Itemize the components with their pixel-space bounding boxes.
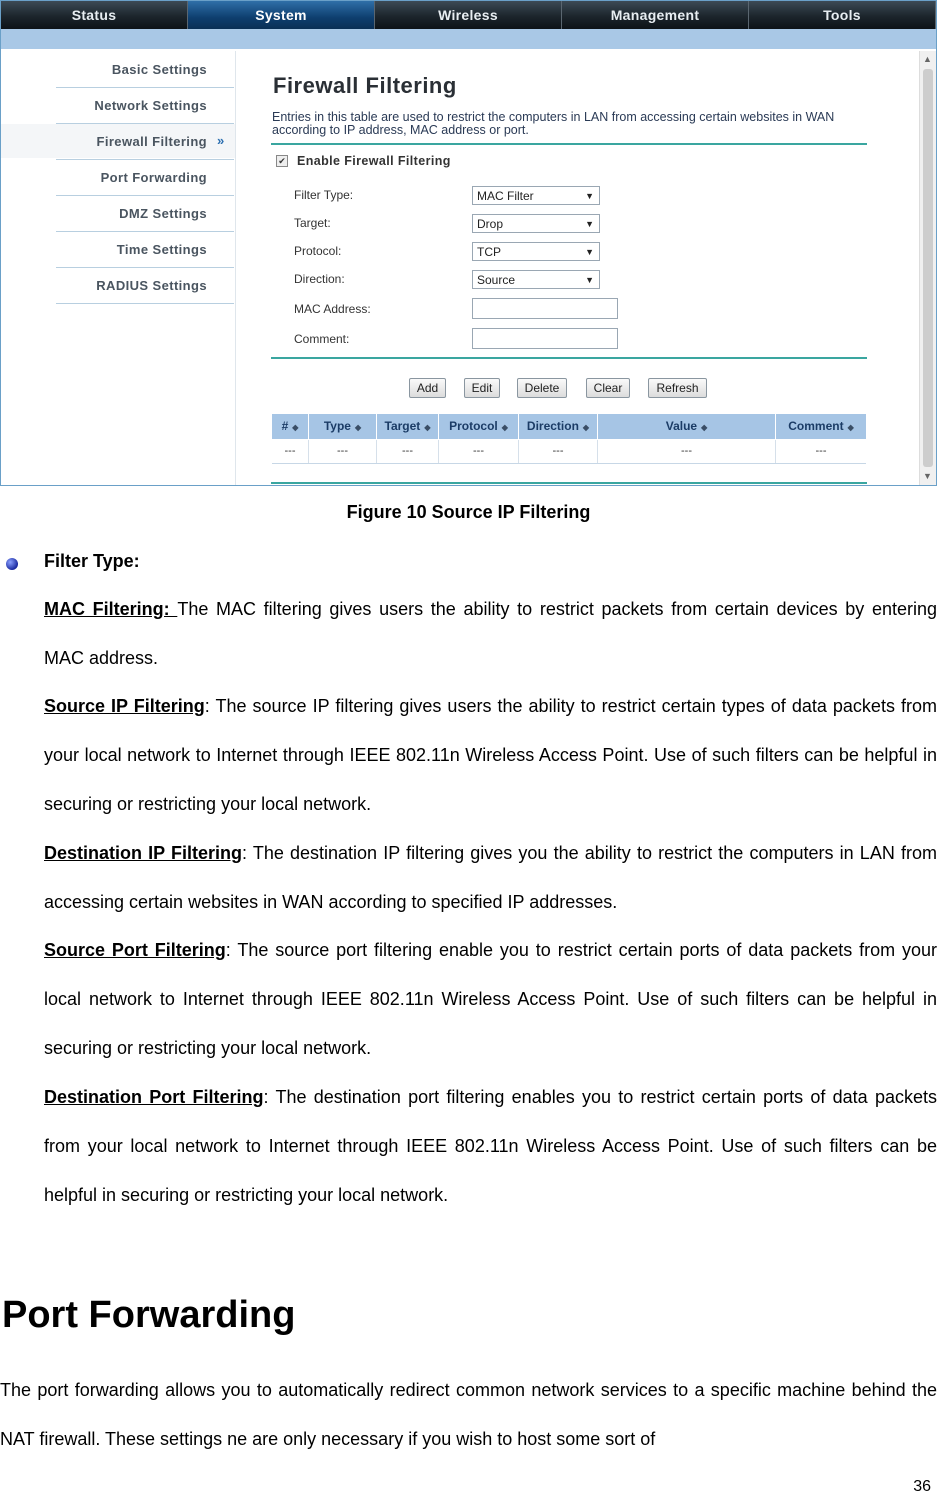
- sidebar-divider: [56, 159, 234, 160]
- direction-select[interactable]: [472, 270, 600, 289]
- active-arrow-icon: »: [217, 133, 225, 148]
- col-number[interactable]: # ◆: [272, 414, 309, 439]
- delete-button[interactable]: Delete: [517, 378, 567, 398]
- col-protocol[interactable]: Protocol ◆: [439, 414, 519, 439]
- sidebar-item-port-forwarding[interactable]: Port Forwarding: [100, 170, 207, 185]
- scroll-thumb[interactable]: [923, 69, 933, 467]
- divider: [271, 143, 867, 145]
- mac-address-label: MAC Address:: [294, 302, 371, 316]
- definition-source-ip-filtering: [44, 682, 937, 828]
- sidebar-item-firewall-filtering[interactable]: Firewall Filtering: [96, 134, 207, 149]
- definition-mac-filtering: [44, 585, 937, 683]
- filter-type-heading: Filter Type:: [44, 551, 140, 571]
- page-number: 36: [913, 1478, 931, 1495]
- tab-system[interactable]: System: [188, 1, 375, 29]
- table-cell: ---: [309, 440, 377, 463]
- target-select[interactable]: [472, 214, 600, 233]
- table-cell: ---: [598, 440, 776, 463]
- term: Source IP Filtering: [44, 696, 205, 716]
- dropdown-arrow-icon: ▼: [585, 275, 594, 285]
- mac-address-input[interactable]: [472, 298, 618, 319]
- sort-icon: ◆: [501, 423, 508, 432]
- term: Source Port Filtering: [44, 940, 226, 960]
- clear-button[interactable]: Clear: [586, 378, 630, 398]
- sidebar-item-basic-settings[interactable]: Basic Settings: [111, 62, 207, 77]
- sidebar-divider: [56, 303, 234, 304]
- definition-text: : The destination port filtering enables you to restrict certain ports of data packets from your local network to Internet through IEEE 802.11n Wireless Access Point. Use of such filters can be helpful in securing or restricting your local network.: [44, 1087, 937, 1205]
- dropdown-arrow-icon: ▼: [585, 219, 594, 229]
- protocol-label: Protocol:: [294, 244, 342, 258]
- sort-icon: ◆: [847, 423, 854, 432]
- tab-tools[interactable]: Tools: [749, 1, 936, 29]
- sidebar-divider: [56, 87, 234, 88]
- sort-icon: ◆: [424, 423, 431, 432]
- col-comment[interactable]: Comment ◆: [788, 419, 854, 433]
- sort-icon: ◆: [701, 423, 708, 432]
- col-value[interactable]: Value ◆: [598, 414, 776, 439]
- filter-type-value: MAC Filter: [477, 189, 534, 203]
- definition-text: : The destination IP filtering gives you the ability to restrict the computers in LAN from accessing certain websites in WAN according to specified IP addresses.: [44, 843, 937, 912]
- section-heading: Port Forwarding: [2, 1294, 296, 1336]
- filter-type-select[interactable]: [472, 186, 600, 205]
- dropdown-arrow-icon: ▼: [585, 191, 594, 201]
- scroll-up-icon[interactable]: ▲: [923, 54, 932, 64]
- sort-icon: ◆: [292, 423, 299, 432]
- definition-destination-port-filtering: [44, 1073, 937, 1219]
- sidebar-item-radius-settings[interactable]: RADIUS Settings: [96, 278, 207, 293]
- enable-firewall-label: Enable Firewall Filtering: [297, 154, 451, 168]
- term: Destination Port Filtering: [44, 1087, 264, 1107]
- tab-status[interactable]: Status: [1, 1, 188, 29]
- direction-value: Source: [477, 273, 516, 287]
- page-title: Firewall Filtering: [273, 73, 457, 98]
- sidebar-divider: [56, 123, 234, 124]
- protocol-select[interactable]: [472, 242, 600, 261]
- scrollbar[interactable]: [919, 51, 936, 485]
- tab-wireless[interactable]: Wireless: [375, 1, 562, 29]
- target-label: Target:: [294, 216, 331, 230]
- enable-firewall-checkbox[interactable]: ✔: [276, 155, 288, 167]
- direction-label: Direction:: [294, 272, 345, 286]
- table-cell: ---: [377, 440, 439, 463]
- definition-source-port-filtering: [44, 926, 937, 1072]
- router-ui-screenshot: [0, 0, 937, 486]
- target-value: Drop: [477, 217, 504, 231]
- sidebar: [1, 51, 236, 485]
- term: MAC Filtering:: [44, 599, 178, 619]
- sidebar-divider: [56, 195, 234, 196]
- sidebar-item-network-settings[interactable]: Network Settings: [94, 98, 207, 113]
- definition-text: : The source IP filtering gives users the ability to restrict certain types of data packets from your local network to Internet through IEEE 802.11n Wireless Access Point. Use of such filters can be helpful in securing or restricting your local network.: [44, 696, 937, 814]
- sidebar-item-dmz-settings[interactable]: DMZ Settings: [119, 206, 207, 221]
- table-cell: ---: [272, 440, 309, 463]
- definition-text: : The source port filtering enable you to restrict certain ports of data packets from your local network to Internet through IEEE 802.11n Wireless Access Point. Use of such filters can be helpful in securing or restricting your local network.: [44, 940, 937, 1058]
- page-description: Entries in this table are used to restrict the computers in LAN from accessing certain websites in WAN according to IP address, MAC address or port.: [272, 110, 835, 137]
- col-type[interactable]: Type ◆: [309, 414, 377, 439]
- top-navigation: [1, 1, 936, 29]
- definition-destination-ip-filtering: [44, 829, 937, 927]
- col-direction[interactable]: Direction ◆: [519, 414, 598, 439]
- table-cell: ---: [519, 440, 598, 463]
- sidebar-divider: [56, 231, 234, 232]
- bullet-icon: [6, 558, 18, 570]
- table-header: [272, 414, 866, 439]
- sidebar-item-time-settings[interactable]: Time Settings: [116, 242, 207, 257]
- protocol-value: TCP: [477, 245, 501, 259]
- col-target[interactable]: Target ◆: [377, 414, 439, 439]
- table-row: [272, 440, 866, 464]
- scroll-down-icon[interactable]: ▼: [923, 471, 932, 481]
- sort-icon: ◆: [354, 423, 362, 432]
- divider: [271, 482, 867, 484]
- filter-type-label: Filter Type:: [294, 188, 354, 202]
- sidebar-divider: [56, 267, 234, 268]
- dropdown-arrow-icon: ▼: [585, 247, 594, 257]
- section-paragraph: The port forwarding allows you to automatically redirect common network services to a specific machine behind the NAT firewall. These settings ne are only necessary if you wish to host some sort of: [0, 1380, 937, 1449]
- comment-input[interactable]: [472, 328, 618, 349]
- tab-management[interactable]: Management: [562, 1, 749, 29]
- term: Destination IP Filtering: [44, 843, 242, 863]
- definition-text: The MAC filtering gives users the ability to restrict packets from certain devices by entering MAC address.: [44, 599, 937, 668]
- edit-button[interactable]: Edit: [464, 378, 500, 398]
- add-button[interactable]: Add: [409, 378, 446, 398]
- divider: [271, 357, 867, 359]
- refresh-button[interactable]: Refresh: [648, 378, 707, 398]
- table-cell: ---: [815, 445, 827, 457]
- comment-label: Comment:: [294, 332, 350, 346]
- sub-navigation-bar: [1, 29, 936, 49]
- sort-icon: ◆: [582, 423, 590, 432]
- figure-caption: Figure 10 Source IP Filtering: [346, 502, 591, 522]
- table-cell: ---: [439, 440, 519, 463]
